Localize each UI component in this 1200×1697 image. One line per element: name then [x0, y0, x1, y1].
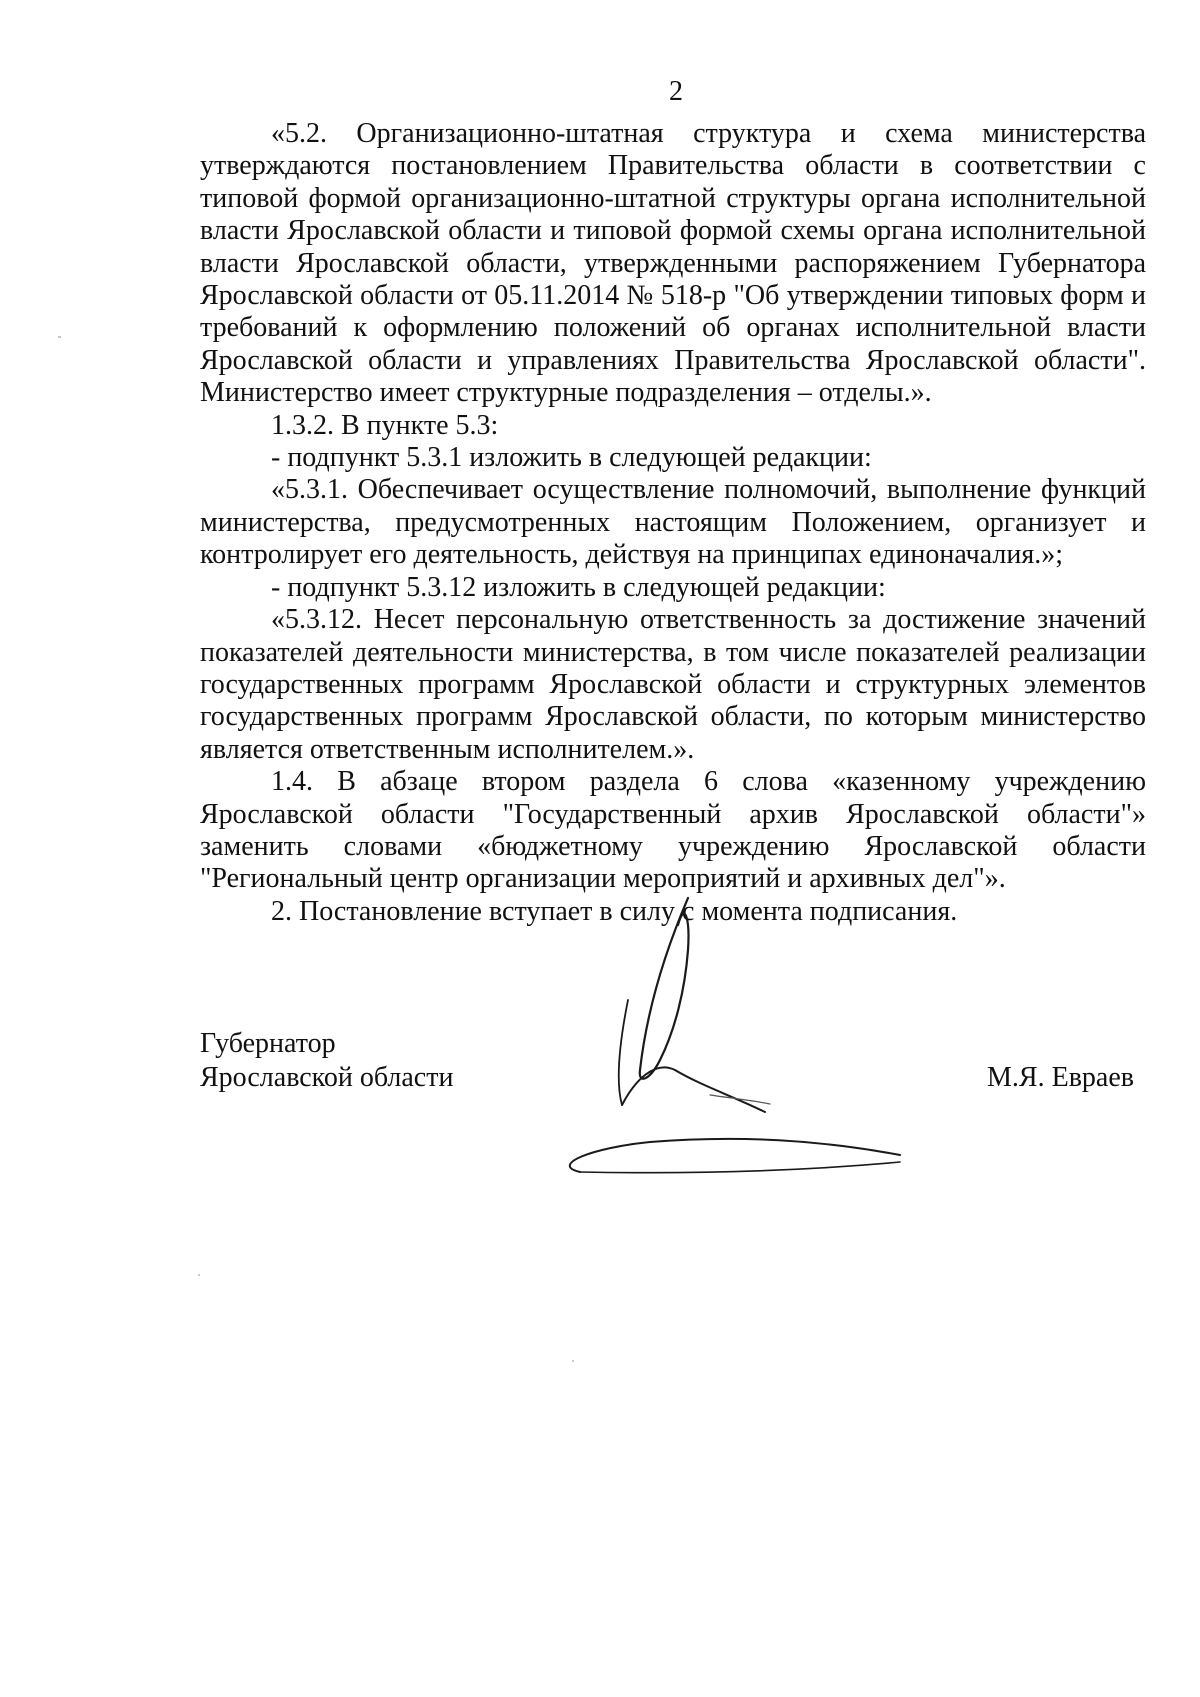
paragraph-5-3-12: «5.3.12. Несет персональную ответственность за достижение значений показателей деятельности министерства, в том числе показателей реализации государственных программ Ярославской области и структурных элементов государственных программ Ярославской области, по которым министерство является ответственным исполнителем.».: [200, 604, 1146, 765]
paragraph-5-3-1: «5.3.1. Обеспечивает осуществление полномочий, выполнение функций министерства, предусмотренных настоящим Положением, организует и контролирует его деятельность, действуя на принципах единоначалия.»;: [200, 474, 1146, 571]
paragraph-5-2: «5.2. Организационно-штатная структура и схема министерства утверждаются постановлением Правительства области в соответствии с типовой формой организационно-штатной структуры органа исполнительной власти Ярославской области и типовой формой схемы органа исполнительной власти Ярославской области, утвержденными распоряжением Губернатора Ярославской области от 05.11.2014 № 518-р "Об утверждении типовых форм и требований к оформлению положений об органах исполнительной власти Ярославской области и управлениях Правительства Ярославской области". Министерство имеет структурные подразделения – отделы.».: [200, 118, 1146, 409]
signatory-name: М.Я. Евраев: [987, 1062, 1134, 1093]
paragraph-1-3-2: 1.3.2. В пункте 5.3:: [271, 409, 499, 441]
signatory-title: [200, 1027, 453, 1095]
paragraph-1-4: 1.4. В абзаце втором раздела 6 слова «казенному учреждению Ярославской области "Государственный архив Ярославской области"» заменить словами «бюджетному учреждению Ярославской области "Региональный центр организации мероприятий и архивных дел"».: [200, 766, 1146, 895]
scan-speck: [58, 336, 61, 338]
paragraph-subpoint-5-3-12-intro: - подпункт 5.3.12 изложить в следующей редакции:: [271, 571, 886, 603]
paragraph-subpoint-5-3-1-intro: - подпункт 5.3.1 изложить в следующей редакции:: [271, 442, 872, 474]
signatory-title-line1: Губернатор: [200, 1028, 336, 1059]
handwritten-signature: [560, 880, 960, 1180]
scan-speck: [198, 1274, 200, 1276]
signatory-title-line2: Ярославской области: [200, 1062, 454, 1093]
scan-speck: [572, 1360, 574, 1362]
page-number: 2: [669, 76, 683, 107]
document-body: [200, 118, 1146, 928]
paragraph-2-effective: 2. Постановление вступает в силу с момента подписания.: [271, 895, 958, 927]
